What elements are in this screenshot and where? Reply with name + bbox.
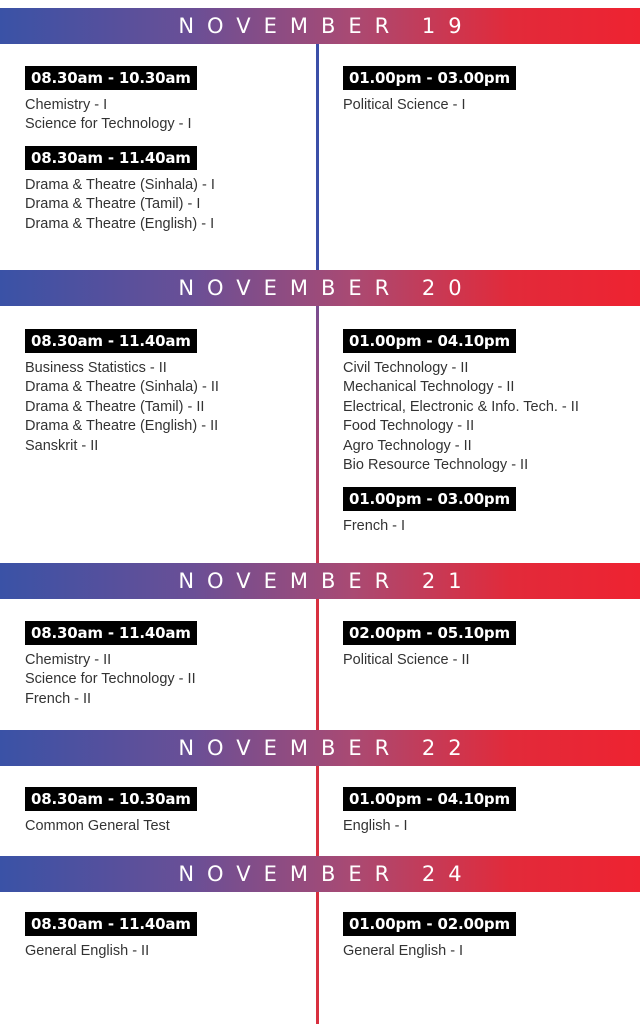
column-divider [316, 306, 319, 563]
session-time: 01.00pm - 04.10pm [343, 787, 516, 811]
subject-item: Drama & Theatre (Tamil) - II [25, 398, 205, 415]
subject-item: Drama & Theatre (Tamil) - I [25, 196, 201, 213]
subject-list [343, 96, 516, 115]
subject-list [25, 96, 197, 135]
session-block [343, 621, 516, 670]
session-block [343, 329, 579, 475]
session-time: 08.30am - 11.40am [25, 329, 197, 353]
session-block [343, 912, 516, 961]
subject-list [343, 817, 516, 836]
session-time: 08.30am - 11.40am [25, 912, 197, 936]
subject-item: Drama & Theatre (English) - I [25, 215, 215, 232]
subject-item: Agro Technology - II [343, 437, 472, 454]
date-header [0, 563, 640, 599]
column-divider [316, 40, 319, 270]
session-time: 08.30am - 10.30am [25, 66, 197, 90]
subject-item: Chemistry - I [25, 97, 108, 113]
session-block [25, 146, 215, 234]
session-time: 01.00pm - 02.00pm [343, 912, 516, 936]
subject-list [25, 176, 215, 234]
session-block [25, 912, 197, 961]
subject-item: Food Technology - II [343, 418, 475, 435]
subject-list [343, 651, 516, 670]
session-time: 08.30am - 11.40am [25, 146, 197, 170]
subject-item: French - II [25, 690, 92, 707]
subject-list [343, 942, 516, 961]
date-header [0, 8, 640, 44]
subject-list [25, 817, 197, 836]
subject-list [25, 359, 219, 456]
subject-item: Chemistry - II [25, 652, 112, 668]
subject-item: Science for Technology - II [25, 671, 196, 688]
subject-list [343, 359, 579, 475]
subject-item: Science for Technology - I [25, 116, 192, 133]
session-block [343, 787, 516, 836]
subject-item: French - I [343, 518, 406, 534]
date-label: NOVEMBER 24 [178, 862, 475, 886]
date-header [0, 270, 640, 306]
subject-item: Common General Test [25, 818, 170, 834]
subject-item: Business Statistics - II [25, 360, 167, 376]
session-block [25, 66, 197, 135]
session-block [343, 66, 516, 115]
session-block [343, 487, 516, 536]
subject-item: Sanskrit - II [25, 437, 99, 454]
subject-item: Drama & Theatre (Sinhala) - II [25, 379, 219, 396]
subject-item: English - I [343, 818, 408, 834]
column-divider [316, 766, 319, 856]
subject-item: Mechanical Technology - II [343, 379, 515, 396]
date-header [0, 856, 640, 892]
subject-item: Civil Technology - II [343, 360, 469, 376]
date-label: NOVEMBER 19 [178, 14, 475, 38]
subject-list [343, 517, 516, 536]
subject-list [25, 651, 197, 709]
session-time: 08.30am - 11.40am [25, 621, 197, 645]
date-label: NOVEMBER 22 [178, 736, 475, 760]
subject-item: Electrical, Electronic & Info. Tech. - II [343, 398, 579, 415]
session-block [25, 329, 219, 456]
subject-list [25, 942, 197, 961]
session-time: 02.00pm - 05.10pm [343, 621, 516, 645]
session-time: 01.00pm - 04.10pm [343, 329, 516, 353]
subject-item: General English - II [25, 943, 150, 959]
date-header [0, 730, 640, 766]
session-time: 08.30am - 10.30am [25, 787, 197, 811]
column-divider [316, 892, 319, 1024]
date-label: NOVEMBER 20 [178, 276, 475, 300]
subject-item: Political Science - II [343, 652, 470, 668]
session-block [25, 787, 197, 836]
subject-item: Political Science - I [343, 97, 466, 113]
column-divider [316, 599, 319, 730]
session-time: 01.00pm - 03.00pm [343, 487, 516, 511]
session-block [25, 621, 197, 709]
subject-item: Bio Resource Technology - II [343, 457, 529, 474]
subject-item: Drama & Theatre (Sinhala) - I [25, 177, 215, 193]
date-label: NOVEMBER 21 [178, 569, 475, 593]
session-time: 01.00pm - 03.00pm [343, 66, 516, 90]
subject-item: General English - I [343, 943, 464, 959]
subject-item: Drama & Theatre (English) - II [25, 418, 219, 435]
